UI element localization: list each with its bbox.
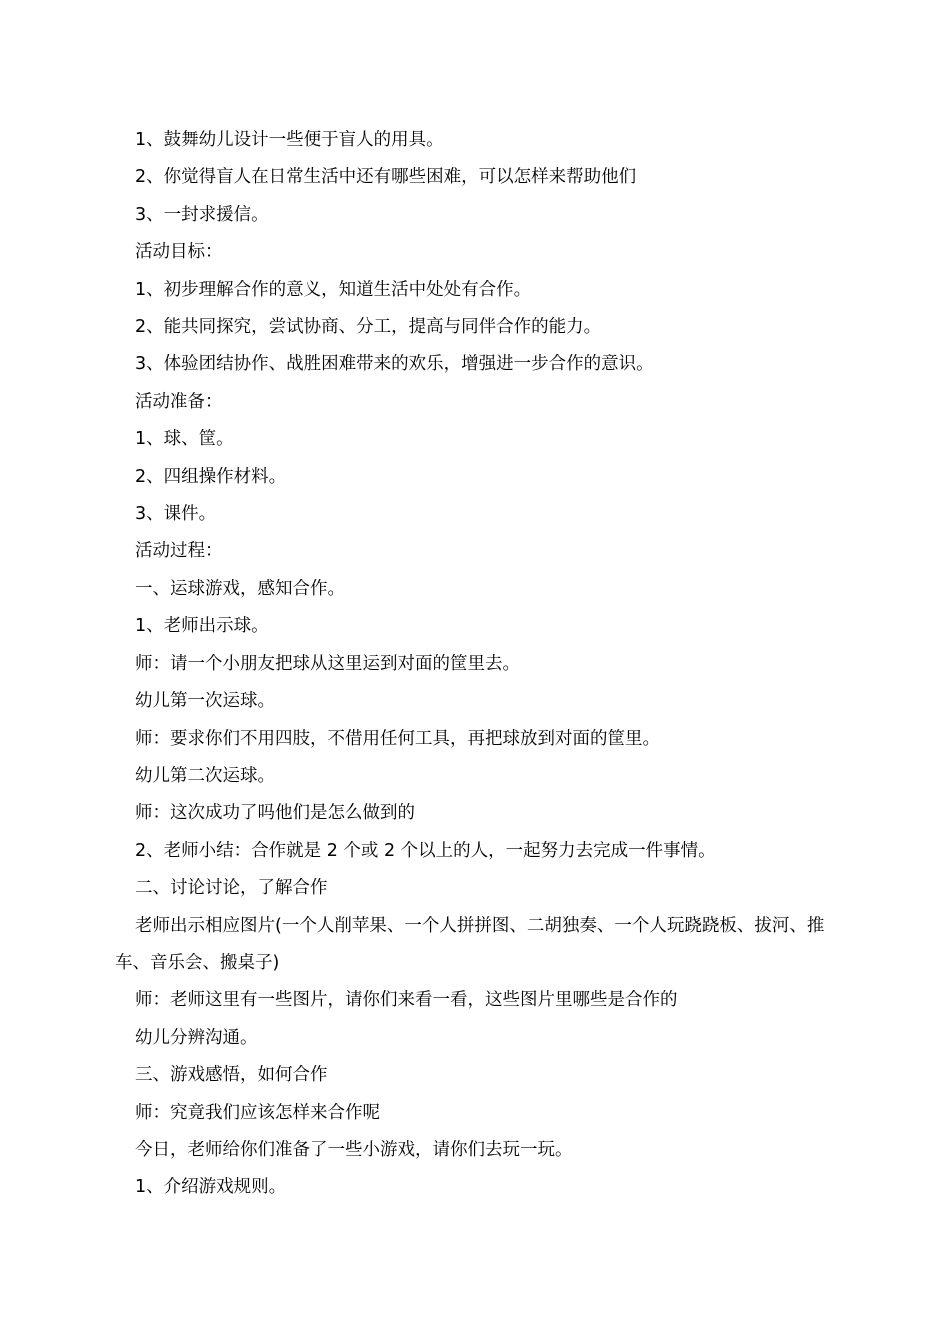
document-body xyxy=(115,122,840,1207)
paragraph: 1、鼓舞幼儿设计一些便于盲人的用具。 xyxy=(135,130,444,150)
paragraph: 师：这次成功了吗他们是怎么做到的 xyxy=(135,803,415,824)
paragraph: 二、讨论讨论，了解合作 xyxy=(135,878,328,899)
paragraph: 2、四组操作材料。 xyxy=(135,466,287,487)
paragraph: 师：请一个小朋友把球从这里运到对面的筐里去。 xyxy=(135,653,520,674)
paragraph: 1、老师出示球。 xyxy=(135,616,269,637)
paragraph: 师：究竟我们应该怎样来合作呢 xyxy=(135,1102,380,1123)
paragraph: 师：老师这里有一些图片，请你们来看一看，这些图片里哪些是合作的 xyxy=(135,990,678,1011)
paragraph: 幼儿分辨沟通。 xyxy=(135,1027,258,1048)
paragraph: 今日，老师给你们准备了一些小游戏，请你们去玩一玩。 xyxy=(135,1139,573,1160)
paragraph: 3、课件。 xyxy=(135,504,217,525)
paragraph: 幼儿第一次运球。 xyxy=(135,691,275,712)
paragraph: 师：要求你们不用四肢，不借用任何工具，再把球放到对面的筐里。 xyxy=(135,728,660,749)
paragraph: 2、能共同探究，尝试协商、分工，提高与同伴合作的能力。 xyxy=(135,317,602,338)
paragraph: 1、初步理解合作的意义，知道生活中处处有合作。 xyxy=(135,279,532,300)
section-heading: 活动目标： xyxy=(135,242,223,263)
paragraph: 2、老师小结：合作就是 2 个或 2 个以上的人，一起努力去完成一件事情。 xyxy=(135,840,716,861)
paragraph: 老师出示相应图片(一个人削苹果、一个人拼拼图、二胡独奏、一个人玩跷跷板、拔河、推车、音乐会、搬桌子) xyxy=(115,915,825,973)
paragraph: 3、体验团结协作、战胜困难带来的欢乐，增强进一步合作的意识。 xyxy=(135,354,654,375)
paragraph: 一、运球游戏，感知合作。 xyxy=(135,578,345,599)
paragraph: 3、一封求援信。 xyxy=(135,204,269,225)
paragraph: 三、游戏感悟，如何合作 xyxy=(135,1065,328,1086)
section-heading: 活动准备： xyxy=(135,391,223,412)
paragraph: 1、球、筐。 xyxy=(135,429,234,450)
paragraph: 幼儿第二次运球。 xyxy=(135,765,275,786)
paragraph: 1、介绍游戏规则。 xyxy=(135,1177,287,1198)
section-heading: 活动过程： xyxy=(135,541,223,562)
paragraph: 2、你觉得盲人在日常生活中还有哪些困难，可以怎样来帮助他们 xyxy=(135,167,637,188)
